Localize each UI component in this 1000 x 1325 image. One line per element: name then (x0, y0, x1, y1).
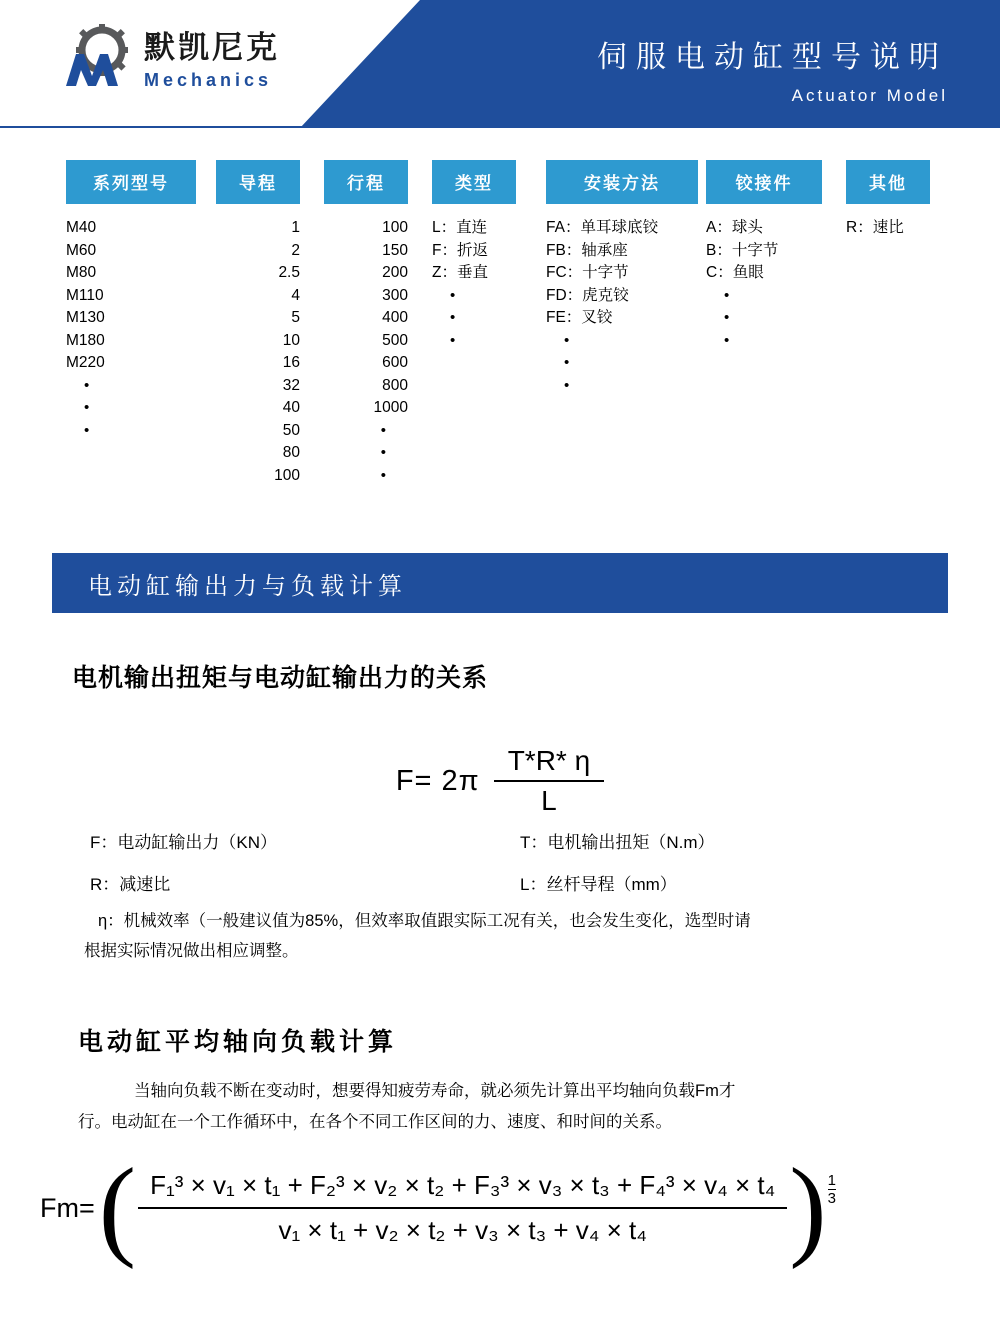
average-load-line2: 行。电动缸在一个工作循环中，在各个不同工作区间的力、速度、和时间的关系。 (78, 1113, 672, 1131)
model-column-2 (216, 160, 300, 487)
model-item: 2 (291, 241, 300, 259)
model-item: F：折返 (432, 241, 488, 259)
model-column-header: 导程 (216, 160, 300, 204)
model-item: 800 (382, 376, 408, 394)
model-item: 32 (282, 376, 300, 394)
ellipsis-dot-icon: • (724, 309, 730, 326)
model-item: 400 (382, 309, 408, 326)
model-item: M130 (66, 309, 105, 326)
exponent-numerator: 1 (827, 1172, 836, 1189)
page-header (0, 0, 1000, 128)
heading-torque-relation: 电机输出扭矩与电动缸输出力的关系 (72, 664, 489, 692)
efficiency-note (84, 906, 904, 966)
efficiency-note-line2: 根据实际情况做出相应调整。 (84, 942, 299, 960)
ellipsis-dot-icon: • (564, 354, 570, 371)
ellipsis-dot-icon: • (84, 399, 90, 416)
model-item: 40 (282, 399, 300, 416)
model-column-header: 行程 (324, 160, 408, 204)
model-column-header: 其他 (846, 160, 930, 204)
header-underline (0, 126, 1000, 128)
model-item: 16 (282, 354, 300, 371)
model-column-items (216, 217, 300, 487)
header-titles (597, 32, 948, 106)
model-item: 600 (382, 354, 408, 371)
model-item: FE：叉铰 (546, 309, 613, 326)
model-item: M40 (66, 219, 97, 236)
formula-force-fraction (494, 745, 604, 817)
model-item: FD：虎克铰 (546, 286, 629, 304)
model-column-header: 铰接件 (706, 160, 822, 204)
ellipsis-dot-icon: • (380, 466, 386, 484)
model-column-items (846, 217, 930, 240)
model-item: 50 (282, 421, 300, 439)
model-item: 100 (382, 219, 408, 236)
legend-l: L：丝杆导程（mm） (520, 875, 677, 894)
logo-wordmark (144, 29, 280, 90)
model-item: 4 (291, 286, 300, 304)
model-item: 1 (291, 219, 300, 236)
model-column-items (324, 217, 408, 487)
ellipsis-dot-icon: • (450, 286, 456, 304)
ellipsis-dot-icon: • (724, 331, 730, 349)
average-load-paragraph (78, 1076, 908, 1138)
right-paren: ) (789, 1146, 827, 1270)
model-item: FB：轴承座 (546, 241, 628, 259)
legend-row-2 (0, 870, 1000, 895)
legend-row-1 (0, 828, 1000, 853)
model-item: 500 (382, 331, 408, 349)
model-item: 200 (382, 264, 408, 281)
ellipsis-dot-icon: • (380, 444, 386, 461)
logo (62, 24, 280, 96)
model-item: 80 (282, 444, 300, 461)
ellipsis-dot-icon: • (564, 376, 570, 394)
ellipsis-dot-icon: • (724, 286, 730, 304)
model-item: M80 (66, 264, 97, 281)
efficiency-note-line1: η：机械效率（一般建议值为85%，但效率取值跟实际工况有关，也会发生变化，选型时请 (98, 912, 751, 930)
gear-logo-icon (62, 24, 134, 96)
model-column-4 (432, 160, 516, 352)
model-column-items (706, 217, 822, 352)
formula-average-load (40, 1146, 970, 1270)
model-column-1 (66, 160, 196, 442)
section-bar (52, 553, 948, 613)
model-item: 100 (274, 466, 300, 484)
formula-fm-denominator: v₁ × t₁ + v₂ × t₂ + v₃ × t₃ + v₄ × t₄ (278, 1215, 647, 1246)
section-bar-title: 电动缸输出力与负载计算 (88, 572, 407, 600)
left-paren: ( (98, 1146, 137, 1270)
logo-text-cn: 默凯尼克 (144, 29, 280, 65)
formula-force-denominator: L (541, 785, 557, 816)
average-load-line1: 当轴向负载不断在变动时，想要得知疲劳寿命，就必须先计算出平均轴向负载Fm才 (134, 1082, 736, 1100)
formula-force-lead: F= 2π (395, 764, 480, 797)
exponent-denominator: 3 (827, 1190, 836, 1207)
model-item: 150 (382, 241, 408, 259)
ellipsis-dot-icon: • (450, 331, 456, 349)
formula-fm-exponent (828, 1172, 836, 1207)
model-item: 5 (291, 309, 300, 326)
formula-fm-label: Fm= (40, 1192, 95, 1223)
model-item: Z：垂直 (432, 264, 488, 281)
model-item: 2.5 (278, 264, 300, 281)
model-column-7 (846, 160, 930, 240)
model-column-items (66, 217, 196, 442)
model-item: M180 (66, 331, 105, 349)
page-title-en: Actuator Model (791, 86, 948, 105)
model-item: 10 (282, 331, 300, 349)
model-item: A：球头 (706, 219, 763, 236)
model-item: FA：单耳球底铰 (546, 219, 658, 236)
ellipsis-dot-icon: • (564, 331, 570, 349)
formula-output-force (0, 745, 1000, 817)
legend-r: R：减速比 (90, 875, 171, 894)
model-item: M110 (66, 286, 104, 304)
model-item: M220 (66, 354, 105, 371)
page-title-cn: 伺服电动缸型号说明 (597, 41, 948, 74)
formula-force-numerator: T*R* η (507, 745, 591, 776)
model-column-items (432, 217, 516, 352)
legend-f: F：电动缸输出力（KN） (90, 833, 277, 852)
model-column-5 (546, 160, 698, 397)
ellipsis-dot-icon: • (380, 421, 386, 439)
model-column-header: 安装方法 (546, 160, 698, 204)
model-column-items (546, 217, 698, 397)
model-item: 1000 (373, 399, 408, 416)
model-column-header: 类型 (432, 160, 516, 204)
model-item: M60 (66, 241, 97, 259)
logo-text-en: Mechanics (144, 69, 273, 90)
ellipsis-dot-icon: • (84, 421, 90, 439)
model-item: B：十字节 (706, 241, 779, 259)
model-item: C：鱼眼 (706, 264, 764, 281)
model-item: R：速比 (846, 219, 904, 236)
model-item: 300 (382, 286, 408, 304)
ellipsis-dot-icon: • (84, 376, 90, 394)
formula-fm-fraction (138, 1170, 787, 1246)
ellipsis-dot-icon: • (450, 309, 456, 326)
formula-fm-numerator: F₁³ × v₁ × t₁ + F₂³ × v₂ × t₂ + F₃³ × v₃ × t₃ + F₄³ × v₄ × t₄ (150, 1170, 776, 1201)
model-item: FC：十字节 (546, 264, 629, 281)
model-column-6 (706, 160, 822, 352)
model-column-header: 系列型号 (66, 160, 196, 204)
model-column-3 (324, 160, 408, 487)
heading-average-load: 电动缸平均轴向负载计算 (78, 1028, 398, 1056)
legend-t: T：电机输出扭矩（N.m） (520, 833, 715, 852)
model-item: L：直连 (432, 219, 488, 236)
formula-legend (0, 828, 1000, 912)
